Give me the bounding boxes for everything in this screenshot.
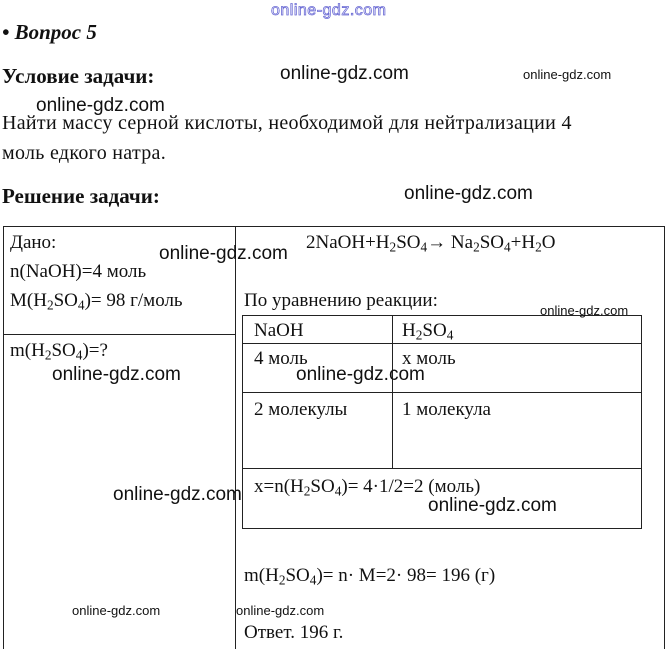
solution-heading: Решение задачи: <box>2 184 160 208</box>
condition-line-1: Найти массу серной кислоты, необходимой для нейтрализации 4 <box>2 112 572 134</box>
bullet: • <box>2 20 10 44</box>
ratio-table-header-line <box>242 343 642 344</box>
find-divider <box>3 334 236 335</box>
given-label: Дано: <box>10 232 57 253</box>
answer: Ответ. 196 г. <box>244 622 344 643</box>
watermark: online-gdz.com <box>52 364 181 385</box>
reaction-equation: $2NaOH+H_2SO_4\to Na_2SO_4+H_2O$ <box>306 232 556 255</box>
watermark: online-gdz.com <box>540 303 629 318</box>
given-molar-mass: $M(H_2SO_4)= 98$ г/моль <box>10 290 183 313</box>
ratio-table-right <box>641 315 642 528</box>
given-divider <box>235 226 236 649</box>
ratio-header-naoh: NaOH <box>254 320 304 341</box>
watermark: online-gdz.com <box>280 63 409 84</box>
question-title <box>2 20 97 45</box>
top-watermark: online-gdz.com <box>271 2 387 19</box>
given-n-naoh: n(NaOH)=4 моль <box>10 261 147 282</box>
watermark: online-gdz.com <box>36 95 165 116</box>
frame-top <box>3 226 664 227</box>
ratio-row1-h2so4: x моль <box>402 348 456 369</box>
condition-heading: Условие задачи: <box>2 64 155 88</box>
watermark: online-gdz.com <box>159 243 288 264</box>
watermark: online-gdz.com <box>523 67 612 82</box>
ratio-table-row2-line <box>242 468 642 469</box>
mass-calculation: $m(H_2SO_4)= n\cdot M=2\cdot 98= 196$ (г) <box>244 565 496 588</box>
question-label: Вопрос 5 <box>14 20 97 44</box>
watermark: online-gdz.com <box>113 484 242 505</box>
frame-left <box>3 226 4 649</box>
by-equation-label: По уравнению реакции: <box>244 290 438 311</box>
watermark: online-gdz.com <box>72 603 161 618</box>
ratio-row2-naoh: 2 молекулы <box>254 399 348 420</box>
ratio-row2-h2so4: 1 молекула <box>402 399 491 420</box>
ratio-row1-naoh: 4 моль <box>254 348 308 369</box>
watermark: online-gdz.com <box>404 183 533 204</box>
ratio-header-h2so4: $H_2SO_4$ <box>402 320 454 343</box>
find-mass: $m(H_2SO_4)=$? <box>10 340 108 363</box>
ratio-table-bottom <box>242 528 642 529</box>
ratio-table-col-divider <box>392 315 393 468</box>
x-calculation: $x=n(H_2SO_4)= 4\cdot 1/2=2$ (моль) <box>254 476 481 499</box>
watermark: online-gdz.com <box>296 364 425 385</box>
ratio-table-left <box>242 315 243 528</box>
watermark: online-gdz.com <box>236 603 325 618</box>
ratio-table-row1-line <box>242 392 642 393</box>
condition-line-2: моль едкого натра. <box>2 142 167 164</box>
watermark: online-gdz.com <box>428 495 557 516</box>
